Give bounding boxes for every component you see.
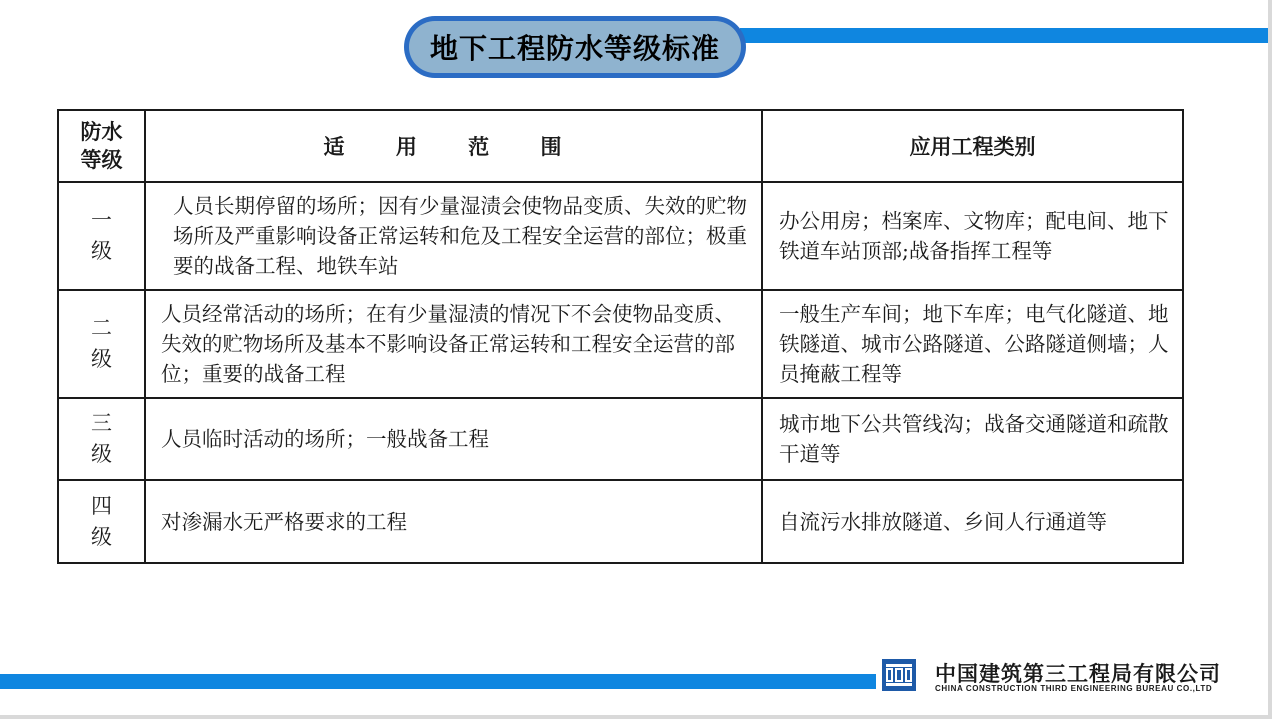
- top-accent-bar: [740, 28, 1268, 43]
- waterproof-grade-table: [57, 109, 1184, 564]
- scope-cell: 人员长期停留的场所；因有少量湿渍会使物品变质、失效的贮物场所及严重影响设备正常运转和危及工程安全运营的部位；极重要的战备工程、地铁车站: [145, 182, 762, 290]
- company-name-en: CHINA CONSTRUCTION THIRD ENGINEERING BUREAU CO.,LTD: [935, 684, 1213, 693]
- header-grade: 防水 等级: [58, 110, 145, 182]
- scope-cell: 人员临时活动的场所；一般战备工程: [145, 398, 762, 480]
- types-cell: 办公用房；档案库、文物库；配电间、地下铁道车站顶部;战备指挥工程等: [762, 182, 1183, 290]
- grade-cell: 一 级: [58, 182, 145, 290]
- scope-cell: 人员经常活动的场所；在有少量湿渍的情况下不会使物品变质、失效的贮物场所及基本不影响设备正常运转和工程安全运营的部位；重要的战备工程: [145, 290, 762, 398]
- types-cell: 自流污水排放隧道、乡间人行通道等: [762, 480, 1183, 563]
- header-types: 应用工程类别: [762, 110, 1183, 182]
- table-row: [58, 480, 1183, 563]
- table-header-row: [58, 110, 1183, 182]
- bottom-accent-bar: [0, 674, 876, 689]
- grade-cell: 二 级: [58, 290, 145, 398]
- cscec-logo-icon: [882, 659, 916, 691]
- company-name-cn: 中国建筑第三工程局有限公司: [935, 663, 1221, 686]
- page-title: 地下工程防水等级标准: [409, 21, 741, 73]
- table-row: [58, 290, 1183, 398]
- header-scope: 适 用 范 围: [145, 110, 762, 182]
- grade-cell: 四 级: [58, 480, 145, 563]
- table-row: [58, 182, 1183, 290]
- table-row: [58, 398, 1183, 480]
- types-cell: 城市地下公共管线沟；战备交通隧道和疏散干道等: [762, 398, 1183, 480]
- types-cell: 一般生产车间；地下车库；电气化隧道、地铁隧道、城市公路隧道、公路隧道侧墙；人员掩蔽工程等: [762, 290, 1183, 398]
- grade-cell: 三 级: [58, 398, 145, 480]
- scope-cell: 对渗漏水无严格要求的工程: [145, 480, 762, 563]
- title-badge: [404, 16, 746, 78]
